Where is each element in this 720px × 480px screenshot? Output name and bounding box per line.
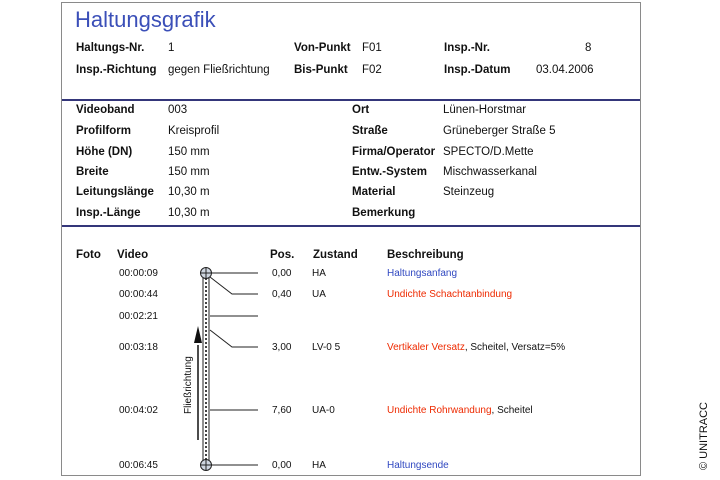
material-value: Steinzeug [443, 186, 495, 198]
row-zustand-2: UA [312, 289, 326, 300]
manhole-end-icon [201, 460, 212, 471]
row-desc-4-main: Vertikaler Versatz [387, 342, 465, 353]
insp-datum-value: 03.04.2006 [536, 64, 594, 76]
col-header-beschreibung: Beschreibung [387, 249, 464, 261]
copyright-notice: © UNITRACC [698, 402, 710, 470]
breite-label: Breite [76, 166, 109, 178]
material-label: Material [352, 186, 396, 198]
videoband-label: Videoband [76, 104, 135, 116]
haltungs-nr-label: Haltungs-Nr. [76, 42, 145, 54]
row-video-5: 00:04:02 [119, 405, 158, 416]
row-video-1: 00:00:09 [119, 268, 158, 279]
strasse-label: Straße [352, 125, 388, 137]
row-pos-4: 3,00 [272, 342, 292, 353]
haltungs-nr-value: 1 [168, 42, 175, 54]
entw-system-label: Entw.-System [352, 166, 427, 178]
strasse-value: Grüneberger Straße 5 [443, 125, 556, 137]
col-header-zustand: Zustand [313, 249, 358, 261]
profilform-label: Profilform [76, 125, 131, 137]
profilform-value: Kreisprofil [168, 125, 220, 137]
von-punkt-label: Von-Punkt [294, 42, 351, 54]
report-title: Haltungsgrafik [75, 7, 216, 32]
leader-line-4 [210, 330, 258, 347]
row-zustand-4: LV-0 5 [312, 342, 341, 353]
col-header-foto: Foto [76, 249, 101, 261]
row-video-6: 00:06:45 [119, 460, 158, 471]
row-desc-6: Haltungsende [387, 460, 449, 471]
col-header-video: Video [117, 249, 149, 261]
leitungslaenge-value: 10,30 m [168, 186, 210, 198]
insp-richtung-value: gegen Fließrichtung [168, 64, 270, 76]
insp-laenge-label: Insp.-Länge [76, 207, 141, 219]
bemerkung-label: Bemerkung [352, 207, 416, 219]
row-video-4: 00:03:18 [119, 342, 158, 353]
row-desc-1: Haltungsanfang [387, 268, 458, 279]
row-video-2: 00:00:44 [119, 289, 158, 300]
hoehe-value: 150 mm [168, 146, 210, 158]
bis-punkt-label: Bis-Punkt [294, 64, 348, 76]
row-desc-5-main: Undichte Rohrwandung [387, 405, 492, 416]
insp-richtung-label: Insp.-Richtung [76, 64, 157, 76]
col-header-pos: Pos. [270, 249, 295, 261]
leitungslaenge-label: Leitungslänge [76, 186, 154, 198]
row-desc-2: Undichte Schachtanbindung [387, 289, 513, 300]
row-zustand-1: HA [312, 268, 326, 279]
insp-nr-label: Insp.-Nr. [444, 42, 491, 54]
row-desc-5-extra: , Scheitel [491, 405, 533, 416]
insp-laenge-value: 10,30 m [168, 207, 210, 219]
von-punkt-value: F01 [362, 42, 382, 54]
row-pos-1: 0,00 [272, 268, 292, 279]
row-pos-6: 0,00 [272, 460, 292, 471]
firma-value: SPECTO/D.Mette [443, 146, 534, 158]
leader-line-2 [210, 277, 258, 294]
videoband-value: 003 [168, 104, 188, 116]
firma-label: Firma/Operator [352, 146, 436, 158]
manhole-start-icon [201, 268, 212, 279]
row-pos-5: 7,60 [272, 405, 292, 416]
entw-system-value: Mischwasserkanal [443, 166, 537, 178]
row-zustand-6: HA [312, 460, 326, 471]
insp-nr-value: 8 [585, 42, 592, 54]
row-pos-2: 0,40 [272, 289, 292, 300]
flow-arrow-icon [194, 326, 202, 440]
row-zustand-5: UA-0 [312, 405, 335, 416]
hoehe-label: Höhe (DN) [76, 146, 133, 158]
flow-direction-label: Fließrichtung [183, 356, 194, 414]
row-video-3: 00:02:21 [119, 311, 158, 322]
insp-datum-label: Insp.-Datum [444, 64, 511, 76]
row-desc-4-extra: , Scheitel, Versatz=5% [464, 342, 566, 353]
breite-value: 150 mm [168, 166, 210, 178]
bis-punkt-value: F02 [362, 64, 382, 76]
ort-value: Lünen-Horstmar [443, 104, 527, 116]
ort-label: Ort [352, 104, 370, 116]
